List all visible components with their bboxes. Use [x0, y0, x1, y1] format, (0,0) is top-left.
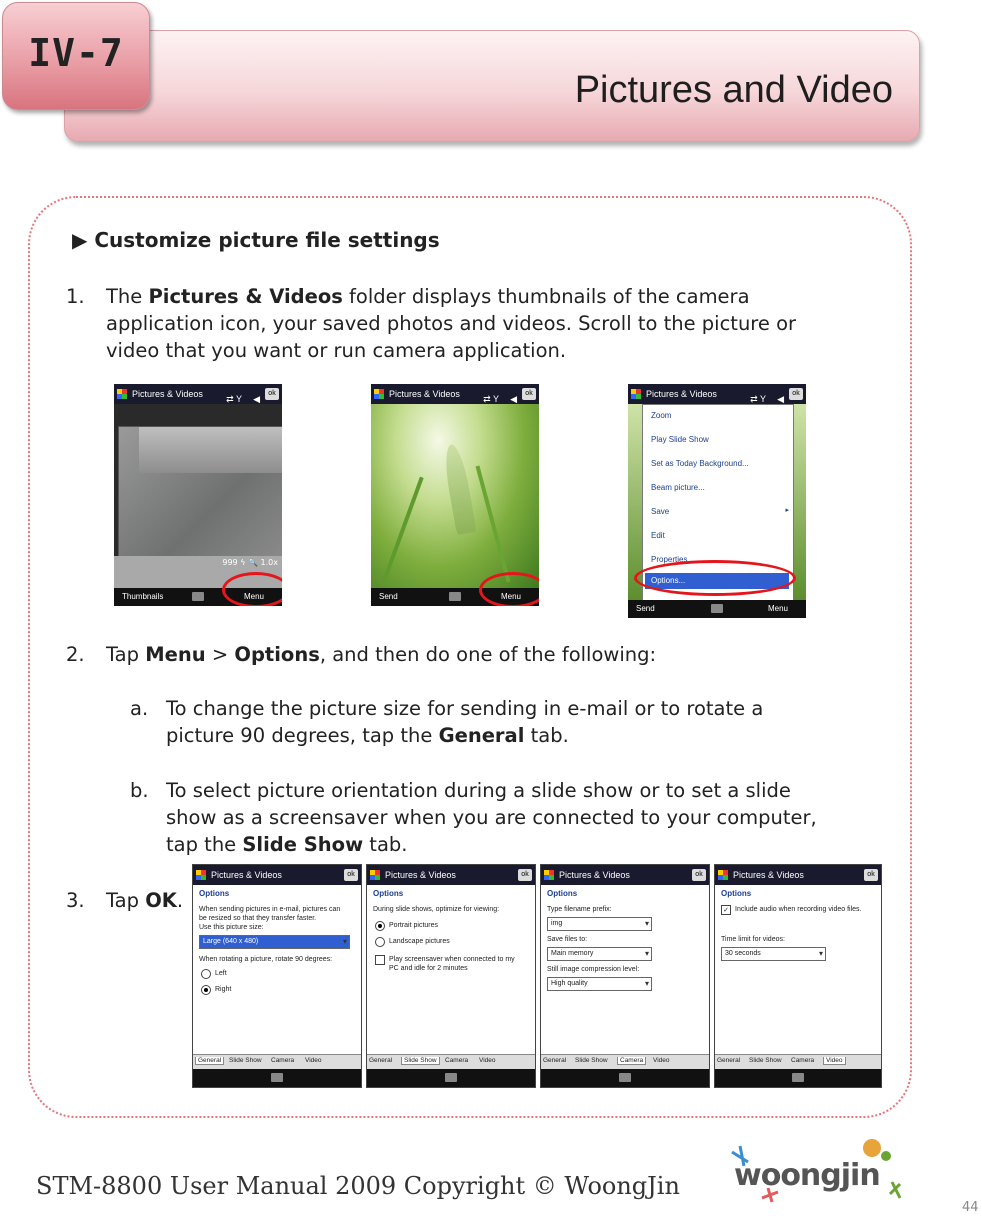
options-tabs [541, 1054, 709, 1069]
softkey-left: Send [379, 592, 398, 601]
step-1-line3: video that you want or run camera application. [106, 339, 567, 362]
screenshot-camera [114, 384, 282, 606]
windows-start-icon [718, 870, 728, 880]
step-2a-text [166, 695, 763, 749]
menu-item-beam[interactable]: Beam picture... [651, 483, 705, 492]
tab-slide-show[interactable]: Slide Show [229, 1057, 262, 1064]
submenu-arrow-icon: ▸ [785, 507, 789, 514]
step-1-post: folder displays thumbnails of the camera [342, 285, 750, 308]
title-banner [64, 30, 920, 142]
viewfinder-object [139, 427, 282, 473]
softkey-right: Menu [767, 604, 788, 613]
page-number: 44 [962, 1200, 979, 1215]
options-tabs [193, 1054, 361, 1069]
windows-start-icon [370, 870, 380, 880]
status-app-name: Pictures & Videos [389, 389, 460, 399]
slideshow-text-1: During slide shows, optimize for viewing: [373, 906, 500, 913]
tab-general[interactable]: General [543, 1057, 567, 1064]
step-2-options: Options [234, 643, 320, 666]
highlight-ring [634, 560, 796, 596]
step-2-arrow: > [205, 643, 235, 666]
step-3-post: . [176, 889, 184, 912]
tab-general[interactable]: General [195, 1057, 224, 1065]
step-2a-post: tab. [524, 724, 569, 747]
menu-item-options[interactable]: Options... [645, 573, 789, 589]
menu-item-slideshow[interactable]: Play Slide Show [651, 435, 709, 444]
menu-item-save[interactable]: Save [651, 507, 670, 516]
volume-icon: ◀ [777, 394, 784, 404]
step-2b-line2: show as a screensaver when you are connected to your computer, [166, 806, 817, 829]
tab-video[interactable]: Video [305, 1057, 322, 1064]
step-2b-pre: tap the [166, 833, 243, 856]
step-2-number: 2. [66, 643, 85, 666]
tab-general[interactable]: General [369, 1057, 393, 1064]
volume-icon: ◀ [510, 394, 517, 404]
options-title: Options [547, 889, 578, 898]
save-location-dropdown[interactable]: Main memory ▾ [547, 947, 652, 961]
status-app-name: Pictures & Videos [211, 870, 282, 880]
step-2-post: , and then do one of the following: [319, 643, 657, 666]
status-bar [628, 384, 806, 404]
footer-copyright: STM-8800 User Manual 2009 Copyright © WoongJin [36, 1172, 680, 1200]
step-1-bold: Pictures & Videos [148, 285, 343, 308]
general-text-3: Use this picture size: [199, 924, 264, 931]
screenshot-photo [371, 384, 539, 606]
keyboard-icon [792, 1073, 804, 1082]
picture-size-dropdown[interactable]: Large (640 x 480) ▾ [199, 935, 350, 949]
step-2b-letter: b. [130, 779, 149, 802]
general-text-2: be resized so that they transfer faster. [199, 915, 317, 922]
ok-button: ok [864, 869, 878, 881]
landscape-radio[interactable] [375, 937, 385, 947]
options-tabs [715, 1054, 881, 1069]
status-bar [541, 865, 709, 885]
woongjin-logo [722, 1132, 908, 1212]
highlight-ring [222, 572, 282, 606]
windows-start-icon [631, 389, 641, 399]
step-1-line2: application icon, your saved photos and videos. Scroll to the picture or [106, 312, 797, 335]
softkey-left: Send [636, 604, 655, 613]
windows-start-icon [196, 870, 206, 880]
status-app-name: Pictures & Videos [132, 389, 203, 399]
softkey-right: Menu [243, 592, 264, 601]
highlight-ring [479, 572, 539, 606]
softkey-bar [541, 1069, 709, 1087]
tab-slide-show[interactable]: Slide Show [575, 1057, 608, 1064]
tab-camera[interactable]: Camera [791, 1057, 815, 1064]
step-2-menu: Menu [145, 643, 206, 666]
softkey-bar [367, 1069, 535, 1087]
step-2-pre: Tap [106, 643, 146, 666]
step-3-bold: OK [145, 889, 177, 912]
menu-item-properties[interactable]: Properties [651, 555, 688, 564]
tab-video[interactable]: Video [823, 1057, 846, 1065]
photo-image [371, 404, 539, 588]
windows-start-icon [117, 389, 127, 399]
softkey-bar [193, 1069, 361, 1087]
include-audio-label: Include audio when recording video files. [735, 906, 862, 913]
menu-item-zoom[interactable]: Zoom [651, 411, 672, 420]
step-2-text [106, 641, 656, 668]
camera-text-2: Save files to: [547, 936, 588, 943]
rotate-right-radio[interactable] [201, 985, 211, 995]
ok-button: ok [789, 388, 803, 400]
general-text-4: When rotating a picture, rotate 90 degrees: [199, 956, 333, 963]
status-app-name: Pictures & Videos [733, 870, 804, 880]
step-3-pre: Tap [106, 889, 146, 912]
step-2b-text [166, 777, 817, 858]
camera-text-3: Still image compression level: [547, 966, 640, 973]
tab-video[interactable]: Video [653, 1057, 670, 1064]
options-tabs [367, 1054, 535, 1069]
menu-item-edit[interactable]: Edit [651, 531, 665, 540]
tab-camera[interactable]: Camera [617, 1057, 646, 1065]
options-general-screen [192, 864, 362, 1088]
signal-icon: ⇄ Y [750, 394, 766, 404]
tab-general[interactable]: General [717, 1057, 741, 1064]
tab-camera[interactable]: Camera [271, 1057, 295, 1064]
filename-prefix-input[interactable]: img ▾ [547, 917, 652, 931]
options-video-screen [714, 864, 882, 1088]
screensaver-label-2: PC and idle for 2 minutes [389, 965, 468, 972]
grass-blade [382, 477, 423, 582]
step-3-number: 3. [66, 889, 85, 912]
screenshot-menu [628, 384, 806, 618]
ok-button: ok [692, 869, 706, 881]
options-slideshow-screen [366, 864, 536, 1088]
signal-icon: ⇄ Y [226, 394, 242, 404]
step-1-text [106, 283, 796, 364]
step-1-number: 1. [66, 285, 85, 308]
status-app-name: Pictures & Videos [646, 389, 717, 399]
tab-video[interactable]: Video [479, 1057, 496, 1064]
menu-item-background[interactable]: Set as Today Background... [651, 459, 749, 468]
grass-stalk [441, 443, 476, 535]
tab-camera[interactable]: Camera [445, 1057, 469, 1064]
options-title: Options [199, 889, 230, 898]
step-3-text [106, 887, 183, 914]
status-bar [114, 384, 282, 404]
landscape-label: Landscape pictures [389, 938, 450, 945]
camera-text-1: Type filename prefix: [547, 906, 612, 913]
include-audio-checkbox[interactable]: ✓ [721, 905, 731, 915]
shots-left: 999 [222, 558, 238, 567]
tab-slide-show[interactable]: Slide Show [401, 1057, 440, 1065]
step-2b-bold: Slide Show [242, 833, 364, 856]
signal-icon: ⇄ Y [483, 394, 499, 404]
ok-button: ok [265, 388, 279, 400]
status-bar [367, 865, 535, 885]
step-2a-letter: a. [130, 697, 149, 720]
step-2b-line1: To select picture orientation during a slide show or to set a slide [166, 779, 791, 802]
options-title: Options [373, 889, 404, 898]
compression-dropdown[interactable]: High quality ▾ [547, 977, 652, 991]
ok-button: ok [518, 869, 532, 881]
status-app-name: Pictures & Videos [385, 870, 456, 880]
portrait-label: Portrait pictures [389, 922, 439, 929]
general-text-1: When sending pictures in e-mail, pictures can [199, 906, 341, 913]
time-limit-dropdown[interactable]: 30 seconds ▾ [721, 947, 826, 961]
keyboard-icon [271, 1073, 283, 1082]
section-number: IV-7 [28, 31, 124, 75]
rotate-right-label: Right [215, 986, 232, 993]
options-camera-screen [540, 864, 710, 1088]
viewfinder [118, 426, 282, 558]
tab-slide-show[interactable]: Slide Show [749, 1057, 782, 1064]
step-1-pre: The [106, 285, 149, 308]
keyboard-icon [445, 1073, 457, 1082]
rotate-left-radio[interactable] [201, 969, 211, 979]
keyboard-icon [192, 592, 204, 601]
status-app-name: Pictures & Videos [559, 870, 630, 880]
logo-wordmark: woongjin [734, 1158, 880, 1193]
softkey-left: Thumbnails [122, 592, 164, 601]
page-title: Pictures and Video [574, 69, 893, 111]
status-bar [193, 865, 361, 885]
grass-blade [476, 466, 511, 583]
options-title: Options [721, 889, 752, 898]
step-2b-post: tab. [363, 833, 408, 856]
volume-icon: ◀ [253, 394, 260, 404]
ok-button: ok [522, 388, 536, 400]
section-badge [2, 2, 150, 110]
step-2a-line1: To change the picture size for sending in e-mail or to rotate a [166, 697, 764, 720]
windows-start-icon [374, 389, 384, 399]
status-bar [715, 865, 881, 885]
ok-button: ok [344, 869, 358, 881]
softkey-bar [628, 600, 806, 618]
softkey-right: Menu [500, 592, 521, 601]
zoom-level: 1.0x [260, 558, 278, 567]
video-text-2: Time limit for videos: [721, 936, 785, 943]
screensaver-checkbox[interactable] [375, 955, 385, 965]
camera-info: 999 ϟ 🔍 1.0x [222, 558, 278, 567]
screensaver-label-1: Play screensaver when connected to my [389, 956, 515, 963]
rotate-left-label: Left [215, 970, 227, 977]
portrait-radio[interactable] [375, 921, 385, 931]
softkey-bar [715, 1069, 881, 1087]
keyboard-icon [711, 604, 723, 613]
keyboard-icon [619, 1073, 631, 1082]
step-2a-bold: General [438, 724, 525, 747]
windows-start-icon [544, 870, 554, 880]
status-bar [371, 384, 539, 404]
keyboard-icon [449, 592, 461, 601]
step-2a-pre: picture 90 degrees, tap the [166, 724, 439, 747]
section-heading: ▶ Customize picture file settings [72, 228, 440, 252]
